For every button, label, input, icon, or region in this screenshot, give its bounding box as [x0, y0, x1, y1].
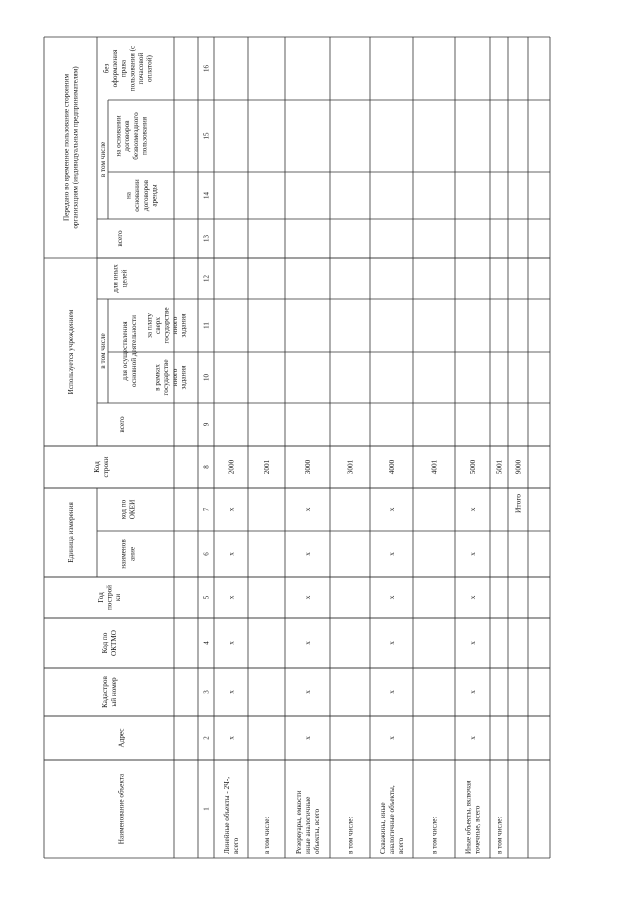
- column-number: 15: [202, 132, 211, 140]
- header-year: построй: [105, 584, 114, 611]
- column-number: 4: [202, 641, 211, 645]
- header-used-total: всего: [118, 416, 126, 433]
- row-address: х: [227, 736, 236, 740]
- header-tr-none: без: [102, 63, 111, 74]
- column-number: 1: [202, 807, 211, 811]
- column-number: 6: [202, 552, 211, 556]
- header-used-paid: государстве: [162, 307, 171, 344]
- row-code: 4001: [430, 459, 439, 475]
- header-tr-none: оплатой): [145, 55, 154, 82]
- row-unit-code: х: [227, 507, 236, 512]
- header-unit-name: ание: [128, 546, 137, 562]
- row-name: всего: [396, 837, 405, 854]
- row-code: 2000: [227, 459, 236, 475]
- header-used-state: задания: [179, 365, 188, 390]
- header-tr-lease: основании: [133, 179, 142, 212]
- header-tr-none: пользования (с: [128, 45, 137, 92]
- row-oktmo: х: [227, 641, 236, 645]
- header-unit-code: код по: [119, 499, 128, 520]
- row-name: точечные, всего: [473, 805, 482, 854]
- header-transferred: Передано во временное пользование сторонним: [62, 73, 71, 222]
- header-address: Адрес: [117, 728, 126, 748]
- header-used-other: целей: [120, 269, 129, 288]
- header-tr-none: оформления: [111, 49, 120, 88]
- column-number: 10: [202, 374, 211, 381]
- row-unit-code: х: [388, 507, 396, 512]
- header-used: Используется учреждением: [67, 309, 75, 395]
- header-oktmo: ОКТМО: [109, 630, 118, 656]
- header-used-paid: задания: [179, 313, 188, 338]
- header-used-state: государстве: [162, 359, 171, 396]
- header-used-incl: в том числе: [99, 333, 107, 369]
- header-used-paid: нного: [171, 316, 180, 335]
- header-tr-none: права: [119, 59, 128, 78]
- header-year: Год: [96, 592, 105, 603]
- row-code: 3000: [304, 459, 312, 475]
- row-unit-name: х: [304, 552, 312, 556]
- row-unit-name: х: [469, 552, 477, 556]
- row-cadastral: х: [388, 690, 396, 694]
- row-year: х: [388, 595, 396, 600]
- row-cadastral: х: [227, 690, 236, 694]
- row-code: 4000: [388, 459, 396, 475]
- header-tr-none: почасовой: [136, 52, 145, 85]
- row-name: объекты, всего: [312, 808, 321, 854]
- row-name: Резервуары, емкости: [295, 790, 304, 854]
- row-name: в том числе:: [263, 816, 271, 854]
- row-name: аналогичные объекты,: [388, 785, 396, 854]
- header-unit-name: наименов: [119, 539, 128, 569]
- row-oktmo: х: [388, 641, 396, 645]
- row-code: 5000: [469, 459, 477, 475]
- row-code: 2001: [263, 459, 271, 475]
- row-year: х: [227, 595, 236, 600]
- total-code: 9000: [514, 459, 523, 475]
- row-unit-code: х: [469, 507, 477, 512]
- row-oktmo: х: [304, 641, 312, 645]
- row-name: всего: [231, 837, 240, 854]
- column-number: 11: [202, 322, 211, 329]
- row-year: х: [304, 595, 312, 600]
- column-number: 5: [202, 595, 211, 600]
- column-number: 14: [202, 192, 211, 199]
- row-name: в том числе:: [495, 816, 504, 854]
- header-tr-free: договоров: [123, 120, 132, 152]
- header-used-state: нного: [170, 368, 179, 387]
- header-oktmo: Код по: [101, 632, 110, 654]
- total-label: Итого: [513, 494, 523, 513]
- column-number: 3: [202, 690, 211, 694]
- header-used-main: для осуществления: [121, 321, 130, 381]
- row-code: 5001: [495, 459, 504, 475]
- row-unit-name: х: [227, 552, 236, 556]
- header-used-other: для иных: [111, 264, 120, 293]
- row-address: х: [469, 736, 477, 740]
- header-line-code: строки: [101, 456, 110, 478]
- row-address: х: [304, 736, 312, 740]
- header-unit-code: ОКЕИ: [128, 499, 137, 520]
- column-number: 16: [202, 65, 211, 72]
- row-code: 3001: [346, 459, 355, 475]
- header-transferred: организациям (индивидуальным предпринимателям): [71, 66, 80, 229]
- row-year: х: [469, 595, 477, 600]
- row-unit-name: х: [388, 552, 396, 556]
- row-name: в том числе:: [430, 816, 439, 854]
- header-used-paid: сверх: [153, 317, 162, 334]
- header-tr-free: пользования: [140, 116, 149, 156]
- header-year: ки: [114, 593, 123, 602]
- header-tr-free: на основании: [114, 115, 123, 157]
- header-tr-lease: на: [124, 191, 133, 200]
- header-tr-free: безвозмездного: [131, 112, 140, 160]
- column-number: 12: [202, 275, 211, 282]
- column-number: 7: [202, 507, 211, 512]
- column-number: 9: [202, 422, 211, 427]
- row-name: Линейные объекты - 2Ч-,: [223, 776, 232, 854]
- header-cadastral: ый номер: [109, 677, 118, 707]
- row-cadastral: х: [469, 690, 477, 694]
- row-name: Иные объекты, включая: [464, 780, 473, 854]
- header-cadastral: Кадастров: [101, 676, 110, 708]
- header-used-main: основной деятельности: [129, 314, 138, 388]
- row-oktmo: х: [469, 641, 477, 645]
- row-unit-code: х: [304, 507, 312, 512]
- header-tr-lease: аренды: [150, 184, 159, 207]
- header-name: Наименование объекта: [117, 773, 126, 845]
- row-name: иные аналогичные: [304, 796, 312, 854]
- row-name: в том числе:: [346, 816, 355, 854]
- header-line-code: Код: [93, 461, 102, 473]
- row-cadastral: х: [304, 690, 312, 694]
- row-address: х: [388, 736, 396, 740]
- row-name: Скважины, иные: [379, 802, 388, 854]
- header-unit: Единица измерения: [67, 502, 75, 563]
- header-tr-incl: в том числе: [99, 141, 107, 178]
- header-tr-total: всего: [116, 230, 124, 247]
- column-number: 13: [202, 235, 211, 242]
- header-used-state: в рамках: [153, 364, 162, 391]
- column-number: 8: [202, 465, 211, 469]
- header-tr-lease: договоров: [141, 179, 150, 212]
- column-number: 2: [202, 736, 211, 740]
- header-used-paid: за плату: [145, 313, 154, 338]
